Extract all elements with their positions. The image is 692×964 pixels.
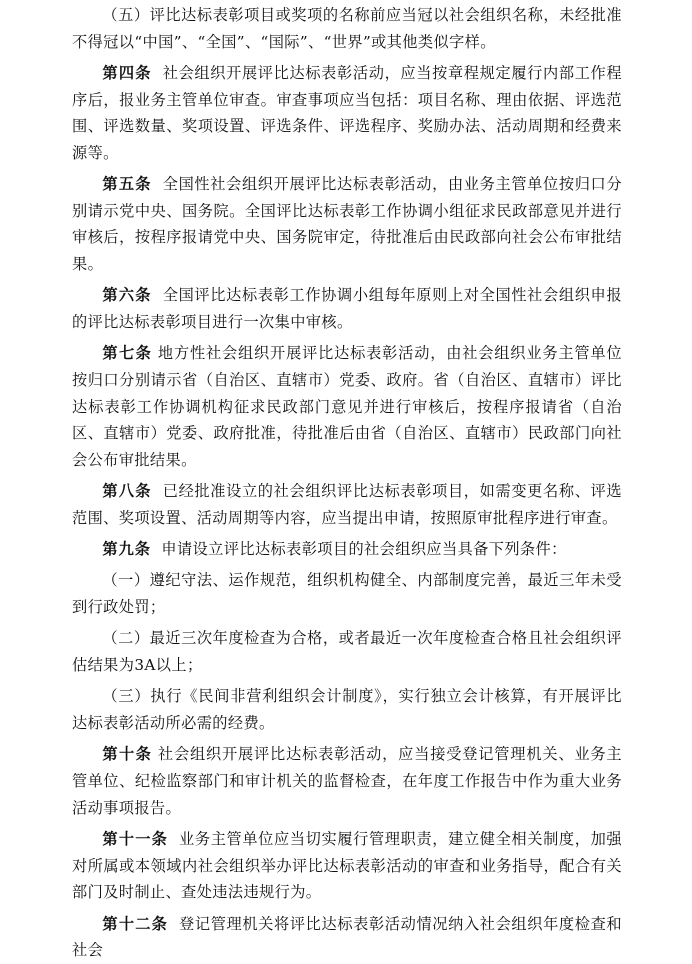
paragraph-text: （三）执行《民间非营利组织会计制度》，实行独立会计核算，有开展评比达标表彰活动所必需的经费。 xyxy=(72,687,622,733)
paragraph-text: 全国评比达标表彰工作协调小组每年原则上对全国性社会组织申报的评比达标表彰项目进行一次集中审核。 xyxy=(72,286,622,331)
paragraph-text: （一）遵纪守法、运作规范，组织机构健全、内部制度完善，最近三年未受到行政处罚； xyxy=(72,571,622,617)
paragraph-item-5 xyxy=(72,2,622,55)
paragraph-text: 已经批准设立的社会组织评比达标表彰项目，如需变更名称、评选范围、奖项设置、活动周期等内容，应当提出申请，按照原审批程序进行审查。 xyxy=(72,482,622,527)
paragraph-text: 社会组织开展评比达标表彰活动，应当接受登记管理机关、业务主管单位、纪检监察部门和审计机关的监督检查，在年度工作报告中作为重大业务活动事项报告。 xyxy=(72,745,623,817)
paragraph-article-6 xyxy=(72,282,622,335)
paragraph-item-2 xyxy=(72,625,622,678)
paragraph-text: 登记管理机关将评比达标表彰活动情况纳入社会组织年度检查和社会 xyxy=(72,914,622,960)
article-label: 第八条 xyxy=(102,482,152,501)
article-label: 第六条 xyxy=(102,286,152,305)
paragraph-article-5 xyxy=(72,171,622,277)
article-label: 第七条 xyxy=(102,344,153,363)
article-label: 第四条 xyxy=(102,63,152,82)
paragraph-text: 地方性社会组织开展评比达标表彰活动，由社会组织业务主管单位按归口分别请示省（自治区、直辖市）党委、政府。省（自治区、直辖市）评比达标表彰工作协调机构征求民政部门意见并进行审核后，按程序报请省（自治区、直辖市）党委、政府批准，待批准后由省（自治区、直辖市）民政部门向社会公布审批结果。 xyxy=(72,344,623,469)
article-label: 第十二条 xyxy=(102,914,169,933)
paragraph-text: 社会组织开展评比达标表彰活动，应当按章程规定履行内部工作程序后，报业务主管单位审查。审查事项应当包括：项目名称、理由依据、评选范围、评选数量、奖项设置、评选条件、评选程序、奖励办法、活动周期和经费来源等。 xyxy=(72,63,622,162)
paragraph-text: 申请设立评比达标表彰项目的社会组织应当具备下列条件： xyxy=(161,540,567,559)
article-label: 第十条 xyxy=(102,745,153,764)
paragraph-article-4 xyxy=(72,60,622,166)
paragraph-text: 业务主管单位应当切实履行管理职责，建立健全相关制度，加强对所属或本领域内社会组织举办评比达标表彰活动的审查和业务指导，配合有关部门及时制止、查处违法违规行为。 xyxy=(72,829,622,902)
paragraph-item-3 xyxy=(72,683,622,736)
paragraph-text: （二）最近三次年度检查为合格，或者最近一次年度检查合格且社会组织评估结果为3A以上； xyxy=(72,629,622,675)
article-label: 第十一条 xyxy=(102,829,169,848)
article-label: 第九条 xyxy=(102,540,151,559)
paragraph-article-8 xyxy=(72,478,622,531)
paragraph-article-12 xyxy=(72,911,622,964)
paragraph-text: （五）评比达标表彰项目或奖项的名称前应当冠以社会组织名称，未经批准不得冠以“中国”、“全国”、“国际”、“世界”或其他类似字样。 xyxy=(72,6,622,51)
paragraph-article-10 xyxy=(72,741,622,821)
paragraph-article-11 xyxy=(72,826,622,906)
paragraph-article-9 xyxy=(72,536,622,563)
paragraph-item-1 xyxy=(72,567,622,620)
article-label: 第五条 xyxy=(102,175,152,194)
paragraph-article-7 xyxy=(72,340,622,473)
paragraph-text: 全国性社会组织开展评比达标表彰活动，由业务主管单位按归口分别请示党中央、国务院。全国评比达标表彰工作协调小组征求民政部意见并进行审核后，按程序报请党中央、国务院审定，待批准后由民政部向社会公布审批结果。 xyxy=(72,175,622,273)
